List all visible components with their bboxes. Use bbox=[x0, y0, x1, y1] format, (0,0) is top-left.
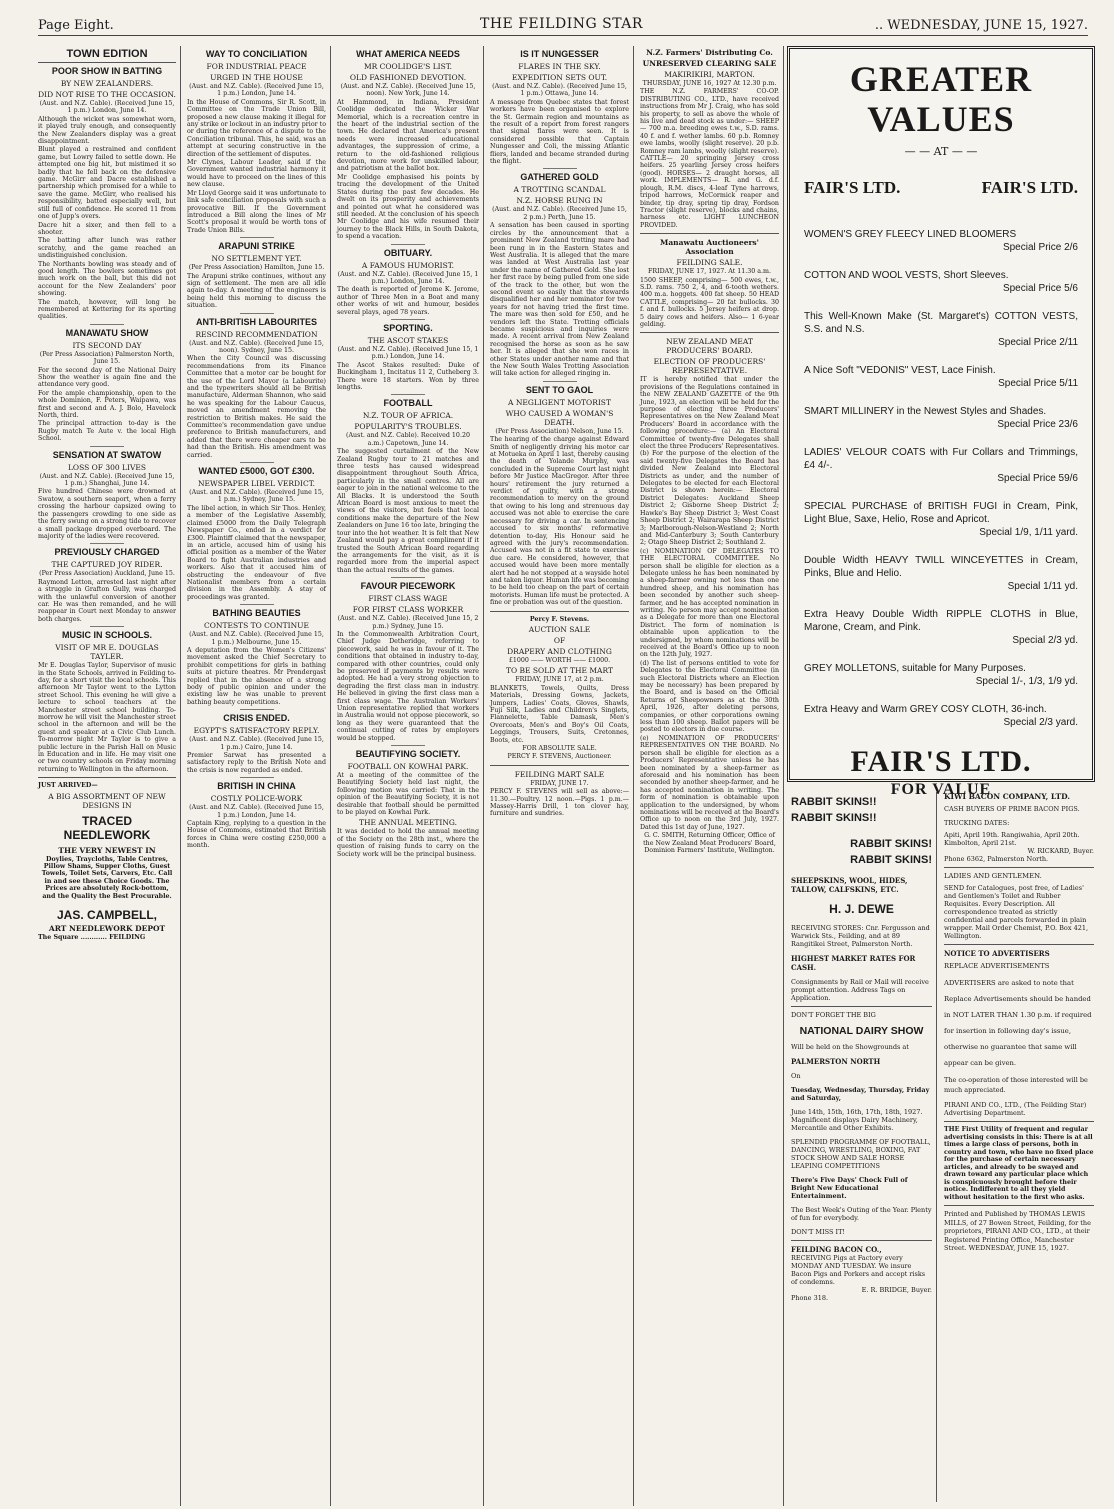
paragraph: In the Commonwealth Arbitration Court, Chief Judge Detheridge, referring to piecework, said he was in favour of it. The conditions that obtained in industry to-day, compared with other countries, could only be preserved if payments by results were adopted. He had a very strong objection to degrading the first class man in industry. He believed in giving the first class man a first class wage. The Australian Workers' Union representative replied that workers in Australia would not oppose piecework, so long as they were guaranteed that the continual cutting of rates by employers would be stopped. bbox=[337, 630, 479, 742]
ad-text: FOR ABSOLUTE SALE. bbox=[522, 745, 597, 753]
headline: FOOTBALL bbox=[383, 398, 433, 409]
show-text: PALMERSTON NORTH bbox=[791, 1057, 881, 1066]
ad-text: AUCTION SALE bbox=[528, 624, 591, 634]
ad-text: PERCY F. STEVENS, Auctioneer. bbox=[507, 753, 612, 761]
subheadline: CONTESTS TO CONTINUE bbox=[204, 621, 309, 631]
subheadline: THE ANNUAL MEETING. bbox=[358, 818, 458, 828]
column-1 bbox=[34, 46, 181, 1506]
ad-item bbox=[804, 228, 1078, 254]
ad-item-text: SMART MILLINERY in the Newest Styles and Shades. bbox=[804, 406, 1047, 417]
subheadline: THE ASCOT STAKES bbox=[367, 335, 449, 345]
cable-line: (Aust. and N.Z. Cable). (Received June 15, 2 p.m.) Perth, June 15. bbox=[492, 206, 627, 221]
notice-text: IT is hereby notified that under the provisions of the Regulations contained in the NEW ZEALAND GAZETTE of the 9th June, 1923, an election will be held for the purpose of electing three Producers' Representatives on the New Zealand Meat Producers' Board in accordance with the following procedure:— (a) An Electoral Committee of twenty-five Delegates shall elect the three Producers' Representatives. (b) For the purpose of the election of the said twenty-five Delegates the Board has divided New Zealand into Electoral Districts as under, and the number of Delegates to be elected for each Electoral District is shown herein:— Electoral District Delegates: Auckland Sheep District 2; Gisborne Sheep District 2; Hawke's Bay Sheep District 3; West Coast Sheep District 2; Wairarapa Sheep District 3; Marlborough-Nelson-Westland 2; North and Mid-Canterbury 3; South Canterbury 2; Otago Sheep District 2; Southland 2. bbox=[640, 376, 779, 547]
cable-line: (Aust. and N.Z. Cable). Received 10.20 a.m.) Capetown, June 14. bbox=[346, 432, 470, 447]
notice-text: (d) The list of persons entitled to vote for Delegates to the Electoral Committee (in such Electoral Districts where an Election may be necessary) has been prepared by the Board, and is based on the Official Returns of Sheepowners as at the 30th April, 1926, after deleting persons, companies, or other corporations owning less than 100 sheep. Ballot papers will be posted to electors in due course. bbox=[640, 659, 779, 734]
subheadline: A FAMOUS HUMORIST. bbox=[361, 260, 455, 270]
subheadline: FOR FIRST CLASS WORKER bbox=[352, 605, 464, 615]
divider bbox=[391, 394, 425, 395]
ad-item-price: Special 2/3 yard. bbox=[1003, 717, 1078, 728]
ad-text: TRUCKING DATES: bbox=[944, 819, 1010, 827]
ad-text: Apiti, April 19th. Rangiwahia, April 20th. Kimbolton, April 21st. bbox=[944, 831, 1080, 847]
notice-heading: NOTICE TO ADVERTISERS bbox=[944, 949, 1050, 958]
paragraph: A message from Quebec states that forest workers have been organised to explore the St. Germain region and mountains as the result of a report from forest rangers that signal flares were seen. It is considered possible that Captain Nungesser and Coli, the missing Atlantic fliers, landed and became stranded during the flight. bbox=[490, 98, 629, 166]
subheadline: FIRST CLASS WAGE bbox=[368, 594, 448, 604]
paragraph: The match, however, will long be remembered at Kettering for its sporting qualities. bbox=[38, 298, 176, 321]
show-text: SPLENDID PROGRAMME OF FOOTBALL, DANCING, WRESTLING, BOXING, FAT STOCK SHOW AND SALE HORSE LEAPING COMPETITIONS bbox=[791, 1138, 931, 1170]
cable-line: (Aust. and N.Z. Cable). (Received June 15, noon). Sydney, June 15. bbox=[189, 339, 324, 354]
subheadline: EGYPT'S SATISFACTORY REPLY. bbox=[193, 726, 320, 736]
ad-text: Percy F. Stevens. bbox=[529, 615, 590, 623]
column-4 bbox=[486, 46, 634, 1506]
ad-text: Doylies, Traycloths, Table Centres, Pillow Shams, Supper Cloths, Guest Towels, Toilet Sets, Carvers, Etc. Call in and see these Choice Goods. The Prices are absolutely Rock-bottom, and the Quality the Best Procurable. bbox=[41, 855, 173, 900]
cable-line: (Aust. and N.Z. Cable). (Received June 15, 1 p.m.) Melbourne, June 15. bbox=[189, 631, 324, 646]
divider bbox=[543, 168, 577, 169]
notice-text: The co-operation of those interested will be much appreciated. bbox=[944, 1076, 1088, 1094]
subheadline: EXPEDITION SETS OUT. bbox=[511, 73, 608, 82]
divider bbox=[90, 446, 124, 447]
ad-item bbox=[804, 662, 1078, 688]
ad-heading: LADIES AND GENTLEMEN. bbox=[944, 872, 1042, 880]
headline: FAVOUR PIECEWORK bbox=[360, 581, 456, 592]
subheadline: FLARES IN THE SKY. bbox=[518, 62, 601, 71]
subheadline: ITS SECOND DAY bbox=[72, 340, 142, 350]
ad-text: THE VERY NEWEST IN bbox=[58, 845, 156, 855]
ad-text: TO BE SOLD AT THE MART bbox=[506, 666, 613, 676]
ad-store-names bbox=[804, 178, 1078, 198]
ad-text: Consignments by Rail or Mail will receive prompt attention. Address Tags on Application. bbox=[791, 978, 929, 1002]
cable-line: (Aust. and N.Z. Cable). (Received June 15, 1 p.m.) London, June 14. bbox=[337, 270, 479, 285]
column-3 bbox=[333, 46, 484, 1506]
ad-text: ART NEEDLEWORK DEPOT bbox=[48, 924, 166, 934]
ad-heading: KIWI BACON COMPANY, LTD. bbox=[944, 792, 1070, 801]
divider bbox=[490, 611, 629, 612]
subheadline: N.Z. TOUR OF AFRICA. bbox=[362, 411, 454, 421]
divider bbox=[38, 777, 176, 778]
cable-line: (Aust. and N.Z. Cable). (Received June 15, 1 p.m.) Shanghai, June 14. bbox=[39, 472, 175, 488]
cable-line: (Per Press Association) Hamilton, June 15. bbox=[188, 264, 325, 272]
ad-text: SHEEPSKINS, WOOL, HIDES, TALLOW, CALFSKINS, ETC. bbox=[791, 876, 908, 894]
ad-text: SEND for Catalogues, post free, of Ladies' and Gentlemen's Toilet and Rubber Requisites. Every Description. All correspondence treated as strictly confidential and parcels forwarded in plain wrapper. Mail Order Chemist, P.O. Box 421, Wellington. bbox=[944, 884, 1089, 940]
ad-at-line: — — AT — — bbox=[904, 145, 978, 158]
paragraph: Five hundred Chinese were drowned at Swatow, a southern seaport, when a ferry crossing the harbour capsized owing to the passengers crowding to one side as the ferry swung on a strong tide to recover a small package dropped overboard. The majority of the ladies were recovered. bbox=[38, 488, 176, 540]
paragraph: When the City Council was discussing recommendations from its Finance Committee that a motor car be bought for the use of the Lord Mayor (a Labourite) and the typewriters should all be British manufacture, Alderman Shannon, who said he was speaking for the Labour Caucus, moved an amendment removing the restriction to British makes. He said the Committee's recommendation gave undue preference to British manufacturers, and added that there were cheaper cars to be had than the British. His amendment was carried. bbox=[187, 355, 326, 459]
ad-text: FRIDAY, JUNE 17, at 2 p.m. bbox=[515, 676, 604, 684]
divider bbox=[240, 777, 274, 778]
ad-text: 1500 SHEEP, comprising— 500 ewes, t.w., S.D. rams. 750 2, 4, and 6-tooth wethers. 400 m.a. hoggets. 400 fat sheep. 50 HEAD CATTLE, comprising— 20 fat bullocks. 30 f. and f. bullocks. 5 Jersey heifers at drop. 5 dairy cows and heifers. Also— 1 6-year gelding. bbox=[640, 276, 779, 328]
divider bbox=[944, 867, 1094, 868]
newspaper-title: THE FEILDING STAR bbox=[480, 16, 643, 32]
paragraph: The suggested curtailment of the New Zealand Rugby tour to 21 matches and three tests has caused widespread disappointment throughout South Africa, particularly in the small centres. All are eager to join in the national welcome to the All Blacks. It is understood the South African Board is most anxious to meet the views of the visitors, but feels that local conditions make the departure of the New Zealanders on June 16 too late, bringing the tour into the hot weather. It is felt that New Zealand would pay a great compliment if it trusted the South African Board regarding the arrangements for the visit, as it is regarded more from the imperial aspect than the actual results of the games. bbox=[337, 448, 479, 574]
ad-text: FRIDAY, JUNE 17. bbox=[530, 779, 589, 787]
bacon-text: Phone 318. bbox=[791, 1294, 829, 1302]
ad-text: HIGHEST MARKET RATES FOR CASH. bbox=[791, 954, 916, 972]
headline: BRITISH IN CHINA bbox=[217, 781, 296, 792]
paragraph: Captain King, replying to a question in the House of Commons, estimated that British forces in China were costing £250,000 a month. bbox=[187, 820, 326, 850]
ad-item-text: LADIES' VELOUR COATS with Fur Collars and Trimmings, £4 4/-. bbox=[804, 447, 1078, 471]
subheadline: A TROTTING SCANDAL bbox=[513, 185, 606, 195]
headline: OBITUARY. bbox=[383, 247, 433, 258]
ad-item-price: Special Price 2/11 bbox=[998, 337, 1078, 348]
bacon-heading: FEILDING BACON CO., bbox=[791, 1245, 882, 1254]
ad-heading: UNRESERVED CLEARING SALE bbox=[642, 59, 777, 68]
subheadline: A NEGLIGENT MOTORIST bbox=[508, 397, 611, 407]
ad-item bbox=[804, 703, 1078, 729]
notice-text: (e) NOMINATION OF PRODUCERS' REPRESENTATIVES ON THE BOARD. No person shall be eligible for election as a Producers' Representative unless he has been nominated by a sheep-farmer as aforesaid and his nomination has been seconded by another sheep-farmer, and he has accepted nomination in writing. The form of nomination is obtainable upon application to the undersigned, by whom nominations will be received at the Board's Office up to noon on the 3rd July, 1927. Dated this 1st day of June, 1927. bbox=[640, 734, 779, 831]
paragraph: Raymond Letton, arrested last night after a struggle in Grafton Gully, was charged with the unlawful conversion of another car. He was then remanded, and he will reappear in Court next Monday to answer both charges. bbox=[38, 578, 176, 623]
divider bbox=[640, 233, 779, 234]
headline: WAY TO CONCILIATION bbox=[205, 49, 308, 59]
ad-heading: RABBIT SKINS!! bbox=[791, 796, 877, 808]
divider bbox=[240, 313, 274, 314]
headline: WHAT AMERICA NEEDS bbox=[356, 49, 460, 59]
divider bbox=[791, 1006, 932, 1007]
notice-signature: G. C. SMITH, Returning Officer, Office of the New Zealand Meat Producers' Board, Dominion Farmers' Institute, Wellington. bbox=[643, 832, 776, 854]
subheadline: RESCIND RECOMMENDATION bbox=[195, 329, 318, 339]
notice-text: THE First Utility of frequent and regular advertising consists in this: There is at all times a large class of persons, both in country and town, who have no fixed place for the purchase of certain necessary articles, and already to be swayed and drawn toward any particular place which is conspicuously brought before their notice. Indifferent to all they yield without hesitation to the first who asks. bbox=[944, 1126, 1094, 1201]
cable-line: (Aust. and N.Z. Cable). (Received June 15, 1 p.m.) Cairo, June 14. bbox=[189, 736, 324, 751]
ad-text: CASH BUYERS OF PRIME BACON PIGS. bbox=[944, 805, 1080, 813]
imprint: Printed and Published by THOMAS LEWIS MILLS, of 27 Bowen Street, Feilding, for the proprietors, PIRANI AND CO., LTD., at their Registered Printing Office, Manchester Street. WEDNESDAY, JUNE 15, 1927. bbox=[944, 1210, 1091, 1252]
ad-text: BLANKETS, Towels, Quilts, Dress Materials, Dressing Gowns, Jackets, Jumpers, Ladies' Coats, Gloves, Shawls, Fuji Silk, Ladies and Children's Singlets, Flannelette, Table Damask, Men's Overcoats, Men's and Boy's Oil Coats, Leggings, Trousers, Suits, Cretonnes, Boots, etc. bbox=[490, 684, 629, 744]
paragraph: The principal attraction to-day is the Rugby match Te Aute v. the local High School. bbox=[38, 420, 176, 443]
ad-item-price: Special Price 5/11 bbox=[998, 378, 1078, 389]
cable-line: (Aust. and N.Z. Cable). (Received June 15, noon). New York, June 14. bbox=[340, 83, 476, 98]
ad-item bbox=[804, 269, 1078, 295]
ad-text: A BIG ASSORTMENT OF NEW DESIGNS IN bbox=[48, 791, 166, 810]
divider bbox=[240, 709, 274, 710]
ad-text: DRAPERY AND CLOTHING bbox=[507, 646, 612, 656]
ad-item-price: Special 1/11 yd. bbox=[1007, 581, 1078, 592]
ad-item bbox=[804, 446, 1078, 485]
show-text: DON'T MISS IT! bbox=[791, 1228, 846, 1236]
ad-text: THE N.Z. FARMERS' CO-OP. DISTRIBUTING CO., LTD., have received instructions from Mr J. Craig, who has sold his property, to sell as above the whole of his live and dead stock as under:— SHEEP— 700 m.a. breeding ewes t.w., S.D. rams. 40 f. and f. wether lambs. 60 p.b. Romney ewe lambs, woolly (slight reserve). 20 p.b. Romney ram lambs, woolly (slight reserve). CATTLE— 20 springing Jersey cross heifers. 25 yearling Jersey cross heifers (good). HORSES— 2 draught horses, all work. IMPLEMENTS— R. and G. d.f. plough, R.M. discs, 4-leaf Tyne harrows, tripod harrows, McCormick reaper and binder, tip dray, spring tip dray, Fordson Tractor (slight reserve), blocks and chains, harness etc. LIGHT LUNCHEON PROVIDED. bbox=[640, 88, 779, 229]
ad-footer-name: FAIR'S LTD. bbox=[850, 745, 1032, 778]
cable-line: (Aust. and N.Z. Cable). (Received June 15, 1 p.m.) Ottawa, June 14. bbox=[492, 83, 627, 98]
headline: CRISIS ENDED. bbox=[223, 713, 290, 724]
headline: MUSIC IN SCHOOLS. bbox=[61, 630, 152, 641]
paragraph: It was decided to hold the annual meeting of the Society on the 28th inst., where the question of raising funds to carry on the Society work will be the principal business. bbox=[337, 828, 479, 858]
subheadline: MR COOLIDGE'S LIST. bbox=[363, 62, 453, 71]
paragraph: A sensation has been caused in sporting circles by the announcement that a prominent New Zealand trotting mare had been rung in in the Eastern States and West Australia. It is alleged that the mare was landed at West Australia last year under the name of Gathered Gold. She lost her first race by being pulled from one side of the track to the other, but won the second event so easily that the stewards disqualified her and her nominator for two years for not having tried the first time. The mare was then sold for £50, and he vendors left the State. Trotting officials became suspicious and inquiries were made. A recent arrival from New Zealand recognised the horse as soon as he saw her. It is alleged that she won races in other States under another name and that the New South Wales Trotting Association will take action for alleged ringing in. bbox=[490, 222, 629, 378]
bacon-text: RECEIVING Pigs at Factory every MONDAY AND TUESDAY. We insure Bacon Pigs and Porkers and accept risks of condemns. bbox=[791, 1254, 926, 1286]
divider bbox=[640, 332, 779, 333]
divider bbox=[490, 765, 629, 766]
ad-heading: Manawatu Auctioneers' Association bbox=[660, 238, 759, 257]
show-text: Tuesday, Wednesday, Thursday, Friday and Saturday, bbox=[791, 1086, 930, 1102]
paragraph: The libel action, in which Sir Thos. Henley, a member of the Legislative Assembly, claimed £5000 from the Daily Telegraph Newspaper Co., ended in a verdict for £300. Plaintiff claimed that the newspaper, in an article, accused him of using his official position as a member of the Water Board to fight Australian industries and workers. Also that it accused him of obstructing the endeavour of five Nationalist members from a certain division in the Assembly. A stay of proceedings was granted. bbox=[187, 504, 326, 601]
ad-item bbox=[804, 310, 1078, 349]
ad-item-text: Double Width HEAVY TWILL WINCEYETTES in Cream, Pinks, Blue and Helio. bbox=[804, 555, 1078, 579]
cable-line: (Aust. and N.Z. Cable). (Received June 15, 1 p.m.) London, June 14. bbox=[189, 83, 324, 98]
show-text: The Best Week's Outing of the Year. Plenty of fun for everybody. bbox=[791, 1206, 932, 1222]
paragraph: For the second day of the National Dairy Show the weather is again fine and the attendance very good. bbox=[38, 366, 176, 389]
headline: SPORTING. bbox=[383, 322, 433, 333]
subheadline: BY NEW ZEALANDERS. bbox=[60, 79, 154, 88]
ad-item-text: WOMEN'S GREY FLEECY LINED BLOOMERS bbox=[804, 229, 1017, 240]
kiwi-bacon-column bbox=[940, 792, 1098, 1502]
subheadline: WHO CAUSED A WOMAN'S DEATH. bbox=[505, 408, 614, 427]
divider bbox=[90, 543, 124, 544]
paragraph: The Arapuni strike continues, without any sign of settlement. The men are all idle again to-day. A meeting of the engineers is being held this morning to discuss the situation. bbox=[187, 272, 326, 310]
cable-line: (Aust. and N.Z. Cable). (Received June 15, 1 p.m.) London, June 14. bbox=[189, 804, 324, 819]
ad-item-price: Special 1/-, 1/3, 1/9 yd. bbox=[975, 676, 1078, 687]
ad-item bbox=[804, 554, 1078, 593]
page-number: Page Eight. bbox=[38, 18, 114, 33]
paragraph: At a meeting of the committee of the Beautifying Society held last night, the following motion was carried: That in the opinion of the Beautifying Society, it is not desirable that football should be permitted to be played on Kowhai Park. bbox=[337, 772, 479, 817]
divider bbox=[944, 1205, 1094, 1206]
ad-item bbox=[804, 608, 1078, 647]
paragraph: Mr E. Douglas Taylor, Supervisor of music in the State Schools, arrived in Feilding to-day, for a short visit the local schools. This afternoon Mr Taylor went to the Lytton street School. This evening he will give a lecture to school teachers at the Manchester street school building. To-morrow he will visit the Manchester street school in the afternoon and will be the guest and speaker at a Civic Club Lunch. To-morrow night Mr Taylor is to give a public lecture in the Parish Hall on Music in Education and in life. He may visit one or two country schools on Friday morning returning to Wellington in the afternoon. bbox=[38, 662, 176, 773]
paragraph: Blunt played a restrained and confident game, but Lowry failed to settle down. He attempted one big hit, but mistimed it so badly that he fell back on the defensive game. McGirr and Dacre established a partnership which promised for a while to save the game. McGirr, who realised his responsibility, batted especially well, but still full of confidence. He scored 11 from one of Jupp's overs. bbox=[38, 146, 176, 221]
ad-text: FRIDAY, JUNE 17, 1927. At 11.30 a.m. bbox=[648, 268, 771, 276]
ad-text: FEILDING SALE. bbox=[676, 258, 743, 268]
divider bbox=[391, 745, 425, 746]
ad-item-text: Extra Heavy Double Width RIPPLE CLOTHS in Blue, Marone, Cream, and Pink. bbox=[804, 609, 1078, 633]
ad-item-text: A Nice Soft "VEDONIS" VEST, Lace Finish. bbox=[804, 365, 996, 376]
paragraph: For the ample championship, open to the whole Dominion, F. Peters, Waipawa, was first and second and A. J. Bolo, Havelock North, third. bbox=[38, 389, 176, 420]
ad-text: PERCY F. STEVENS will sell as above:— 11.30.—Poultry. 12 noon.—Pigs. 1 p.m.—Massey-Harris Drill, 1 ton clover hay, furniture and sundries. bbox=[490, 788, 629, 818]
headline: ARAPUNI STRIKE bbox=[218, 241, 295, 252]
notice-text: (c) NOMINATION OF DELEGATES TO THE ELECTORAL COMMITTEE. No person shall be eligible for election as a Delegate unless he has been nominated by a sheep-farmer owning not less than one hundred sheep, and his nomination has been seconded by another such sheep-farmer, and he has accepted nomination in writing. No person may accept nomination as a Delegate for more than one Electoral District. The form of nomination is obtainable upon application to the undersigned, by whom nominations will be received at the Board's Office up to noon on the 12th July, 1927. bbox=[640, 547, 779, 659]
subheadline: NO SETTLEMENT YET. bbox=[211, 254, 302, 264]
ad-text: W. RICKARD, Buyer. bbox=[1027, 847, 1094, 855]
notice-text: ADVERTISERS are asked to note that Replace Advertisements should be handed in NOT LATER THAN 1.30 p.m. if required for insertion in following day's issue, otherwise no guarantee that same will appear can be given. bbox=[944, 979, 1092, 1067]
ad-item bbox=[804, 364, 1078, 390]
subheadline: URGED IN THE HOUSE bbox=[210, 73, 303, 82]
show-text: There's Five Days' Chock Full of Bright New Educational Entertainment. bbox=[791, 1176, 908, 1200]
paragraph: Although the wicket was somewhat worn, it played truly enough, and consequently the New Zealanders display was a great disappointment. bbox=[38, 115, 176, 146]
subheadline: VISIT OF MR E. DOUGLAS TAYLER. bbox=[55, 643, 159, 662]
divider bbox=[90, 324, 124, 325]
cable-line: (Per Press Association) Nelson, June 15. bbox=[495, 427, 624, 435]
ad-item-price: Special Price 2/6 bbox=[1002, 242, 1078, 253]
ad-item-price: Special Price 5/6 bbox=[1002, 283, 1078, 294]
cable-line: (Aust. and N.Z. Cable). (Received June 15, 1 p.m.) London, June 14. bbox=[337, 345, 479, 361]
headline: ANTI-BRITISH LABOURITES bbox=[196, 316, 317, 327]
ad-text: Phone 6362, Palmerston North. bbox=[944, 855, 1049, 863]
paragraph: The hearing of the charge against Edward Smith of negligently driving his motor car at Motueka on April 1 last, thereby causing the death of Yolande Murphy, was concluded in the Supreme Court last night before Mr Justice MacGregor. After three hours' retirement the jury returned a verdict of guilty, with a strong recommendation to mercy on the ground that owing to his long and strenuous day accused was not able to exercise the care necessary for driving a car. In sentencing accused to six months' reformative detention to-day, His Honour said he agreed with the jury's recommendation. Accused was not in a fit state to exercise due care. He considered, however, that accused would have been more mentally alert had he not stopped at a wayside hotel and taken liquor. Human life was becoming to be held too cheap on the part of certain motorists. Human life must be protected. A fine or probation was out of the question. bbox=[490, 436, 629, 607]
headline: SENT TO GAOL bbox=[525, 384, 594, 395]
ad-text: The Square ............ FEILDING bbox=[38, 934, 146, 942]
paragraph: Mr Coolidge emphasised his points by tracing the development of the United States during the past few decades. He dwelt on its prosperity and achievements and pointed out what he considered was still needed. At the conclusion of his speech Mr Coolidge and his wife resumed their journey to the Black Hills, in South Dakota, to spend a vacation. bbox=[337, 173, 479, 241]
paragraph: Mr Lloyd George said it was unfortunate to link safe conciliation proposals with such a provocative Bill. If the Government introduced a Bill along the lines of Mr Scott's proposal it would be worth tons of Trade Union Bills. bbox=[187, 189, 326, 234]
ad-item-text: SPECIAL PURCHASE of BRITISH FUGI in Cream, Pink, Light Blue, Saxe, Helio, Rose and Apricot. bbox=[804, 501, 1078, 525]
paragraph: Mr Clynes, Labour Leader, said if the Government wanted industrial harmony it would have to proceed on the lines of this new clause. bbox=[187, 159, 326, 189]
notice-signature: PIRANI AND CO., LTD., (The Feilding Star) Advertising Department. bbox=[944, 1101, 1087, 1117]
headline: SENSATION AT SWATOW bbox=[52, 449, 162, 460]
notice-heading: ELECTION OF PRODUCERS' REPRESENTATIVE. bbox=[653, 357, 766, 376]
paragraph: The Ascot Stakes resulted: Duke of Buckingham 1, Incitatus 11 2, Cutheberg 3. There were 18 starters. Won by three lengths. bbox=[337, 361, 479, 391]
ad-heading: RABBIT SKINS! bbox=[850, 838, 932, 850]
ad-text: OF bbox=[553, 635, 566, 645]
ad-headline: GREATER bbox=[849, 59, 1033, 99]
show-text: June 14th, 15th, 16th, 17th, 18th, 1927. Magnificent displays Dairy Machinery, Mercantile and Other Exhibits. bbox=[791, 1108, 923, 1132]
advertiser-name: JAS. CAMPBELL, bbox=[56, 908, 157, 923]
divider bbox=[944, 1121, 1094, 1122]
advertiser-name: H. J. DEWE bbox=[829, 902, 894, 916]
issue-date: .. WEDNESDAY, JUNE 15, 1927. bbox=[874, 18, 1088, 33]
subheadline: NEWSPAPER LIBEL VERDICT. bbox=[197, 479, 316, 489]
divider bbox=[791, 1240, 932, 1241]
store-name: FAIR'S LTD. bbox=[981, 178, 1078, 197]
paragraph: The batting after lunch was rather scratchy, and the game reached an undistinguished conclusion. bbox=[38, 237, 176, 260]
headline: IS IT NUNGESSER bbox=[520, 49, 599, 59]
divider bbox=[90, 626, 124, 627]
paragraph: At Hammond, in Indiana, President Coolidge dedicated the Wicker War Memorial, which is a recreation centre in the heart of the industrial section of the town. He declared that America's present needs were increased educational advantages, the suppression of crime, a return to the old-fashioned religious devotion, more work for unskilled labour, and patriotism at the ballot box. bbox=[337, 98, 479, 173]
column-5 bbox=[636, 46, 784, 1506]
ad-text: THURSDAY, JUNE 16, 1927 At 12.30 p.m. bbox=[642, 80, 777, 87]
cable-line: (Aust. and N.Z. Cable). (Received June 15, 1 p.m.) Sydney, June 15. bbox=[189, 489, 324, 504]
ad-item-price: Special Price 23/6 bbox=[997, 419, 1078, 430]
headline: GATHERED GOLD bbox=[520, 172, 599, 183]
divider bbox=[543, 381, 577, 382]
paragraph: The Northants bowling was steady and of good length. The bowlers sometimes got much work on the ball, but this did not account for the New Zealanders' poor showing. bbox=[38, 260, 176, 298]
ad-item-text: Extra Heavy and Warm GREY COSY CLOTH, 36-inch. bbox=[804, 704, 1047, 715]
paragraph: A deputation from the Women's Citizens' movement asked the Chief Secretary to prohibit competitions for girls in bathing suits at picture theatres. Mr Prendergast replied that in the absence of a strong body of public opinion and under the existing law he was unable to prevent bathing beauty competitions. bbox=[187, 646, 326, 706]
divider bbox=[240, 237, 274, 238]
headline: BEAUTIFYING SOCIETY. bbox=[355, 749, 461, 760]
cable-line: (Aust. and N.Z. Cable). (Received June 15, 2 p.m.) Sydney, June 15. bbox=[337, 615, 479, 630]
subheadline: COSTLY POLICE-WORK bbox=[210, 794, 303, 804]
divider bbox=[391, 319, 425, 320]
ad-item-list bbox=[804, 228, 1078, 729]
ad-text: MAKIRIKIRI, MARTON. bbox=[664, 70, 755, 79]
subheadline: DID NOT RISE TO THE OCCASION. bbox=[38, 90, 176, 99]
show-text: On bbox=[791, 1072, 801, 1080]
ad-text: RECEIVING STORES: Cnr. Fergusson and Warwick Sts., Feilding, and at 89 Rangitikei Street, Palmerston North. bbox=[791, 924, 930, 948]
ad-item-text: GREY MOLLETONS, suitable for Many Purposes. bbox=[804, 663, 1026, 674]
cable-line: (Aust. and N.Z. Cable). (Received June 15, 1 p.m.) London, June 14. bbox=[39, 100, 175, 115]
ad-item-price: Special 2/3 yd. bbox=[1012, 635, 1078, 646]
divider bbox=[944, 944, 1094, 945]
ad-heading: TRACED NEEDLEWORK bbox=[63, 813, 151, 842]
ad-heading: RABBIT SKINS!! bbox=[791, 812, 877, 824]
ad-heading: N.Z. Farmers' Distributing Co. bbox=[646, 48, 773, 57]
show-title: NATIONAL DAIRY SHOW bbox=[799, 1025, 924, 1037]
headline: POOR SHOW IN BATTING bbox=[51, 66, 163, 76]
ad-text: £1000 —— WORTH —— £1000. bbox=[508, 656, 611, 664]
headline: PREVIOUSLY CHARGED bbox=[54, 547, 160, 558]
ad-item-text: This Well-Known Make (St. Margaret's) COTTON VESTS, S.S. and N.S. bbox=[804, 311, 1078, 335]
subheadline: FOR INDUSTRIAL PEACE bbox=[206, 62, 307, 71]
cable-line: (Per Press Association) Auckland, June 15. bbox=[39, 570, 175, 578]
subheadline: THE CAPTURED JOY RIDER. bbox=[51, 560, 163, 570]
ad-text: JUST ARRIVED— bbox=[38, 782, 98, 790]
divider bbox=[391, 244, 425, 245]
show-text: DON'T FORGET THE BIG bbox=[791, 1011, 876, 1019]
ad-item-price: Special Price 59/6 bbox=[997, 473, 1078, 484]
paragraph: In the House of Commons, Sir R. Scott, in Committee on the Trade Union Bill, proposed a new clause making it illegal for any strike or lockout in an industry prior to or during the reference of a dispute to the Conciliation tribunal. This, he said, was an attempt at securing constructive in the direction of the settlement of disputes. bbox=[187, 98, 326, 158]
ad-text: FEILDING MART SALE bbox=[514, 769, 605, 779]
masthead bbox=[38, 12, 1088, 36]
ad-item-price: Special 1/9, 1/11 yard. bbox=[979, 527, 1078, 538]
cable-line: (Per Press Association) Palmerston North, June 15. bbox=[39, 350, 175, 366]
subheadline: N.Z. HORSE RUNG IN bbox=[516, 196, 603, 206]
show-text: Will be held on the Showgrounds at bbox=[791, 1043, 909, 1051]
paragraph: Premier Sarwat has presented a satisfactory reply to the British Note and the crisis is now regarded as ended. bbox=[187, 752, 326, 774]
edition-label: TOWN EDITION bbox=[38, 48, 176, 63]
subheadline: OLD FASHIONED DEVOTION. bbox=[349, 73, 467, 82]
store-name: FAIR'S LTD. bbox=[804, 178, 901, 197]
column-2 bbox=[183, 46, 331, 1506]
ad-footer-slogan: FOR VALUE bbox=[890, 781, 992, 798]
subheadline: FOOTBALL ON KOWHAI PARK. bbox=[347, 762, 469, 772]
rabbit-skins-column bbox=[787, 792, 937, 1502]
divider bbox=[240, 604, 274, 605]
headline: WANTED £5000, GOT £300. bbox=[198, 466, 315, 477]
notice-heading: REPLACE ADVERTISEMENTS bbox=[944, 962, 1050, 970]
subheadline: POPULARITY'S TROUBLES. bbox=[354, 422, 462, 432]
ad-headline: VALUES bbox=[867, 99, 1015, 139]
headline: MANAWATU SHOW bbox=[65, 327, 149, 338]
ad-item bbox=[804, 500, 1078, 539]
ad-item bbox=[804, 405, 1078, 431]
paragraph: The death is reported of Jerome K. Jerome, author of Three Men in a Boat and many other works of wit and humour, besides several plays, aged 78 years. bbox=[337, 286, 479, 316]
ad-item-text: COTTON AND WOOL VESTS, Short Sleeves. bbox=[804, 270, 1009, 281]
subheadline: LOSS OF 300 LIVES bbox=[67, 462, 147, 472]
divider bbox=[391, 577, 425, 578]
divider bbox=[240, 462, 274, 463]
ad-heading: RABBIT SKINS! bbox=[850, 854, 932, 866]
bacon-text: E. R. BRIDGE, Buyer. bbox=[861, 1286, 932, 1294]
headline: BATHING BEAUTIES bbox=[212, 608, 301, 619]
paragraph: Dacre hit a sixer, and then fell to a shooter. bbox=[38, 221, 176, 236]
notice-heading: NEW ZEALAND MEAT PRODUCERS' BOARD. bbox=[666, 337, 753, 356]
